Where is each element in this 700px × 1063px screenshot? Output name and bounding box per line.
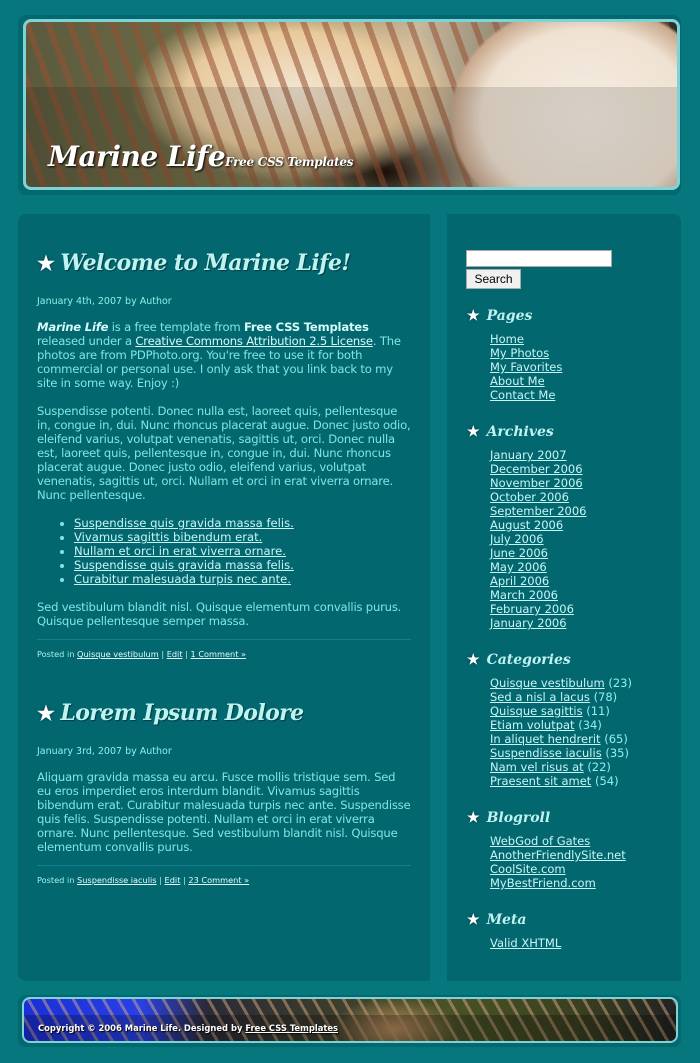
star-icon: ★ [467, 810, 480, 826]
search-input[interactable] [466, 250, 612, 267]
pages-widget [467, 308, 667, 402]
category-link[interactable]: Quisque vestibulum [490, 676, 605, 690]
archive-link[interactable]: June 2006 [490, 546, 548, 560]
post-meta [37, 865, 411, 885]
category-link[interactable]: Nam vel risus at [490, 760, 584, 774]
blogroll-link[interactable]: WebGod of Gates [490, 834, 591, 848]
intro-text: is a free template from [108, 320, 244, 334]
archive-link[interactable]: March 2006 [490, 588, 558, 602]
site-title-text: Marine Life [48, 140, 226, 173]
post-title-link[interactable]: Lorem Ipsum Dolore [60, 700, 304, 726]
post-paragraph: Aliquam gravida massa eu arcu. Fusce mollis tristique sem. Sed eu eros imperdiet eros interdum blandit. Vivamus sagittis bibendum erat. Curabitur malesuada turpis nec ante. Suspendisse quis felis. Suspendisse potenti. Nullam et orci in erat viverra ornare. Nunc pellentesque. Sed vestibulum blandit nisl. Quisque elementum convallis purus. [37, 770, 411, 854]
widget-title [467, 810, 667, 826]
post-intro [37, 320, 411, 390]
sidebar [447, 214, 681, 981]
site-title[interactable] [48, 140, 353, 173]
category-link[interactable]: Quisque sagittis [490, 704, 583, 718]
category-count: (11) [586, 704, 610, 718]
post [37, 250, 411, 659]
post-title [37, 250, 411, 276]
widget-title-text: Pages [486, 308, 533, 324]
sidebar-item-about-me[interactable]: About Me [490, 374, 545, 388]
post-title-link[interactable]: Welcome to Marine Life! [60, 250, 351, 276]
category-link[interactable]: Suspendisse iaculis [77, 875, 157, 885]
comments-link[interactable]: 1 Comment » [190, 649, 247, 659]
valid-xhtml-link[interactable]: Valid XHTML [490, 936, 562, 950]
archive-link[interactable]: January 2007 [490, 448, 567, 462]
archive-link[interactable]: April 2006 [490, 574, 550, 588]
archive-link[interactable]: November 2006 [490, 476, 583, 490]
widget-title [467, 424, 667, 440]
copyright-label: Copyright © 2006 Marine Life. Designed by [38, 1023, 246, 1033]
blogroll-link[interactable]: CoolSite.com [490, 862, 566, 876]
sidebar-item-home[interactable]: Home [490, 332, 524, 346]
separator: | [180, 875, 189, 885]
list-item [74, 558, 411, 572]
post-paragraph: Suspendisse potenti. Donec nulla est, laoreet quis, pellentesque in, congue in, dui. Nunc rhoncus placerat augue. Donec justo odio, eleifend varius, volutpat venenatis, sagittis ut, orci. Donec nulla est, laoreet quis, pellentesque in, congue in, dui. Nunc rhoncus placerat augue. Donec justo odio, eleifend varius, volutpat venenatis, sagittis ut, orci. Nullam et orci in erat viverra ornare. Nunc pellentesque. [37, 404, 411, 502]
category-link[interactable]: Suspendisse iaculis [490, 746, 602, 760]
widget-title-text: Archives [486, 424, 554, 440]
list-link[interactable]: Curabitur malesuada turpis nec ante. [74, 572, 291, 586]
list-link[interactable]: Suspendisse quis gravida massa felis. [74, 558, 294, 572]
archive-link[interactable]: August 2006 [490, 518, 564, 532]
post-link-list [37, 516, 411, 586]
category-count: (65) [604, 732, 628, 746]
header [18, 15, 681, 195]
sidebar-item-contact-me[interactable]: Contact Me [490, 388, 556, 402]
blogroll-link[interactable]: MyBestFriend.com [490, 876, 596, 890]
category-count: (54) [594, 774, 619, 788]
category-count: (23) [608, 676, 632, 690]
separator: | [158, 649, 167, 659]
intro-text: . The photos are from PDPhoto.org. You're free to use it for both commercial or personal use. I only ask that you link back to my site in some way. Enjoy :) [37, 334, 401, 390]
star-icon: ★ [37, 701, 55, 725]
meta-list [490, 936, 667, 950]
archive-link[interactable]: July 2006 [490, 532, 544, 546]
footer-banner-image [22, 997, 678, 1043]
category-link[interactable]: In aliquet hendrerit [490, 732, 601, 746]
list-item [74, 572, 411, 586]
star-icon: ★ [37, 251, 55, 275]
archive-link[interactable]: May 2006 [490, 560, 547, 574]
edit-link[interactable]: Edit [164, 875, 181, 885]
sidebar-item-my-photos[interactable]: My Photos [490, 346, 550, 360]
list-link[interactable]: Vivamus sagittis bibendum erat. [74, 530, 263, 544]
widget-title [467, 912, 667, 928]
post-body [37, 770, 411, 854]
post-meta [37, 639, 411, 659]
pages-list [490, 332, 667, 402]
archive-link[interactable]: February 2006 [490, 602, 574, 616]
site-subtitle: Free CSS Templates [225, 155, 354, 169]
star-icon: ★ [467, 424, 480, 440]
intro-text: released under a [37, 334, 136, 348]
star-icon: ★ [467, 308, 480, 324]
category-count: (35) [605, 746, 629, 760]
widget-title-text: Categories [486, 652, 571, 668]
star-icon: ★ [467, 652, 480, 668]
search-button[interactable]: Search [466, 269, 521, 289]
main-content [18, 214, 430, 981]
archive-link[interactable]: December 2006 [490, 462, 583, 476]
category-count: (22) [587, 760, 611, 774]
comments-link[interactable]: 23 Comment » [188, 875, 250, 885]
blogroll-widget [467, 810, 667, 890]
post-paragraph: Sed vestibulum blandit nisl. Quisque elementum convallis purus. Quisque pellentesque semper massa. [37, 600, 402, 628]
post [37, 700, 411, 885]
post-date: January 4th, 2007 by Author [37, 296, 172, 307]
category-link[interactable]: Quisque vestibulum [77, 649, 159, 659]
widget-title [467, 652, 667, 668]
blogroll-list [490, 834, 667, 890]
post-title [37, 700, 411, 726]
posted-in-label: Posted in [37, 649, 78, 659]
widget-title-text: Blogroll [486, 810, 551, 826]
categories-list [490, 676, 667, 788]
list-link[interactable]: Nullam et orci in erat viverra ornare. [74, 544, 286, 558]
post-date: January 3rd, 2007 by Author [37, 746, 172, 757]
category-count: (34) [578, 718, 602, 732]
edit-link[interactable]: Edit [166, 649, 183, 659]
category-link[interactable]: Etiam volutpat [490, 718, 575, 732]
posted-in-label: Posted in [37, 875, 78, 885]
free-css-templates-link[interactable]: Free CSS Templates [245, 1023, 339, 1033]
category-link[interactable]: Praesent sit amet [490, 774, 592, 788]
separator: | [182, 649, 191, 659]
archive-link[interactable]: September 2006 [490, 504, 587, 518]
list-link[interactable]: Suspendisse quis gravida massa felis. [74, 516, 294, 530]
archives-widget [467, 424, 667, 630]
blogroll-link[interactable]: AnotherFriendlySite.net [490, 848, 626, 862]
post-body [37, 320, 411, 628]
category-count: (78) [593, 690, 618, 704]
widget-title-text: Meta [486, 912, 527, 928]
list-item [74, 544, 411, 558]
separator: | [156, 875, 165, 885]
meta-widget [467, 912, 667, 950]
list-item [74, 530, 411, 544]
footer [18, 995, 681, 1047]
widget-title [467, 308, 667, 324]
archive-link[interactable]: October 2006 [490, 490, 569, 504]
license-link[interactable]: Creative Commons Attribution 2.5 License [135, 334, 373, 348]
header-banner-image [23, 19, 680, 190]
categories-widget [467, 652, 667, 788]
category-link[interactable]: Sed a nisl a lacus [490, 690, 590, 704]
copyright-text [38, 1023, 338, 1033]
list-item [74, 516, 411, 530]
archive-link[interactable]: January 2006 [490, 616, 567, 630]
sidebar-item-my-favorites[interactable]: My Favorites [490, 360, 563, 374]
star-icon: ★ [467, 912, 480, 928]
free-css-templates-text: Free CSS Templates [243, 320, 369, 334]
archives-list [490, 448, 667, 630]
site-name-emphasis: Marine Life [37, 320, 109, 334]
